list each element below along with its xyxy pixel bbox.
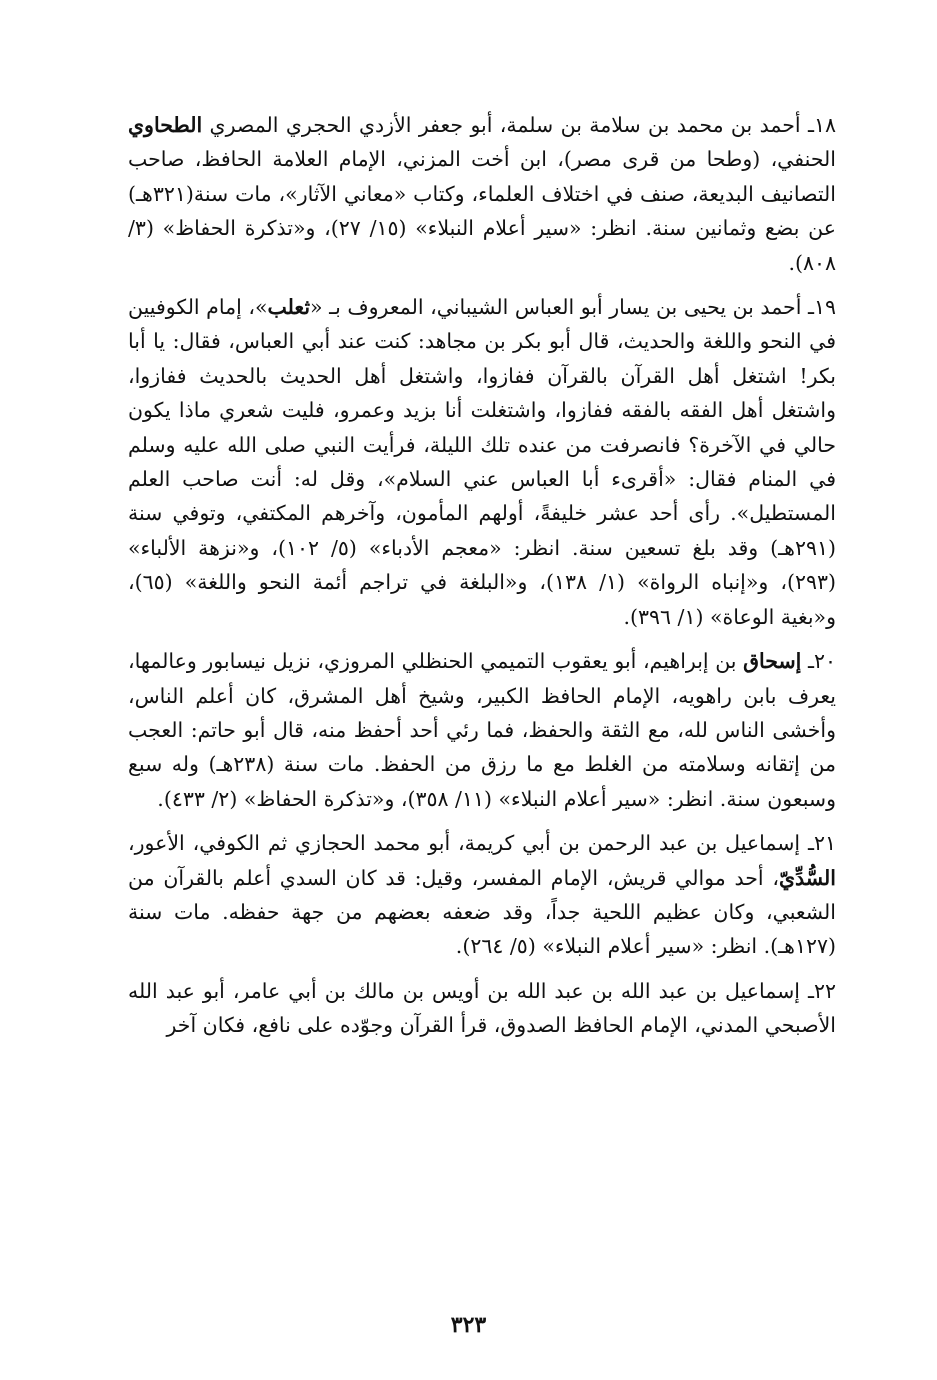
- entry-text: الحنفي، (وطحا من قرى مصر)، ابن أخت المزني، الإمام العلامة الحافظ، صاحب التصانيف البديعة، صنف في اختلاف العلماء، وكتاب «معاني الآثار»، مات سنة(٣٢١هـ) عن بضع وثمانين سنة. انظر: «سير أعلام النبلاء» (١٥/ ٢٧)، و«تذكرة الحفاظ» (٣/ ٨٠٨).: [128, 147, 836, 275]
- entry-text: »، إمام الكوفيين في النحو واللغة والحديث، قال أبو بكر بن مجاهد: كنت عند أبي العباس، فقال: يا أبا بكر! اشتغل أهل القرآن بالقرآن ففازوا، واشتغل أهل الحديث بالحديث ففازوا، واشتغل أهل الفقه بالفقه ففازوا، واشتغلت أنا بزيد وعمرو، فليت شعري ماذا يكون حالي في الآخرة؟ فانصرفت من عنده تلك الليلة، فرأيت النبي صلى الله عليه وسلم في المنام فقال: «أقرىء أبا العباس عني السلام»، وقل له: أنت صاحب العلم المستطيل». رأى أحد عشر خليفةً، أولهم المأمون، وآخرهم المكتفي، وتوفي سنة (٢٩١هـ) وقد بلغ تسعين سنة. انظر: «معجم الأدباء» (٥/ ١٠٢)، و«نزهة الألباء» (٢٩٣)، و«إنباه الرواة» (١/ ١٣٨)، و«البلغة في تراجم أئمة النحو واللغة» (٦٥)، و«بغية الوعاة» (١/ ٣٩٦).: [128, 295, 836, 629]
- page-number: ٣٢٣: [450, 1312, 487, 1338]
- entry-18: [128, 108, 836, 280]
- entry-22: [128, 974, 836, 1043]
- entry-name: السُّدِّيّ: [778, 865, 836, 890]
- entry-19: [128, 290, 836, 634]
- entry-text: ٢٢ـ إسماعيل بن عبد الله بن عبد الله بن أويس بن مالك بن أبي عامر، أبو عبد الله الأصبحي المدني، الإمام الحافظ الصدوق، قرأ القرآن وجوّده على نافع، فكان آخر: [128, 978, 836, 1038]
- entry-name: الطحاوي: [128, 113, 203, 137]
- entry-text: ٢٠ـ: [801, 649, 837, 674]
- entry-20: [128, 644, 836, 816]
- entry-name: إسحاق: [743, 649, 802, 674]
- entry-text: ١٨ـ أحمد بن محمد بن سلامة بن سلمة، أبو جعفر الأزدي الحجري المصري: [202, 113, 836, 137]
- entry-text: ١٩ـ أحمد بن يحيى بن يسار أبو العباس الشيباني، المعروف بـ «: [310, 295, 837, 320]
- entry-text: ، أحد موالي قريش، الإمام المفسر، وقيل: قد كان السدي أعلم بالقرآن من الشعبي، وكان عظيم اللحية جداً، وقد ضعفه بعضهم من جهة حفظه. مات سنة (١٢٧هـ). انظر: «سير أعلام النبلاء» (٥/ ٢٦٤).: [128, 865, 836, 959]
- document-page: [128, 108, 836, 1298]
- entry-21: [128, 826, 836, 964]
- entry-text: بن إبراهيم، أبو يعقوب التميمي الحنظلي المروزي، نزيل نيسابور وعالمها، يعرف بابن راهويه، الإمام الحافظ الكبير، وشيخ أهل المشرق، كان أعلم الناس، وأخشى الناس لله، مع الثقة والحفظ، فما رئي أحد أحفظ منه، قال أبو حاتم: العجب من إتقانه وسلامته من الغلط مع ما رزق من الحفظ. مات سنة (٢٣٨هـ) وله سبع وسبعون سنة. انظر: «سير أعلام النبلاء» (١١/ ٣٥٨)، و«تذكرة الحفاظ» (٢/ ٤٣٣).: [128, 649, 836, 811]
- entry-text: ٢١ـ إسماعيل بن عبد الرحمن بن أبي كريمة، أبو محمد الحجازي ثم الكوفي، الأعور،: [128, 831, 836, 856]
- entry-name: ثعلب: [267, 295, 311, 320]
